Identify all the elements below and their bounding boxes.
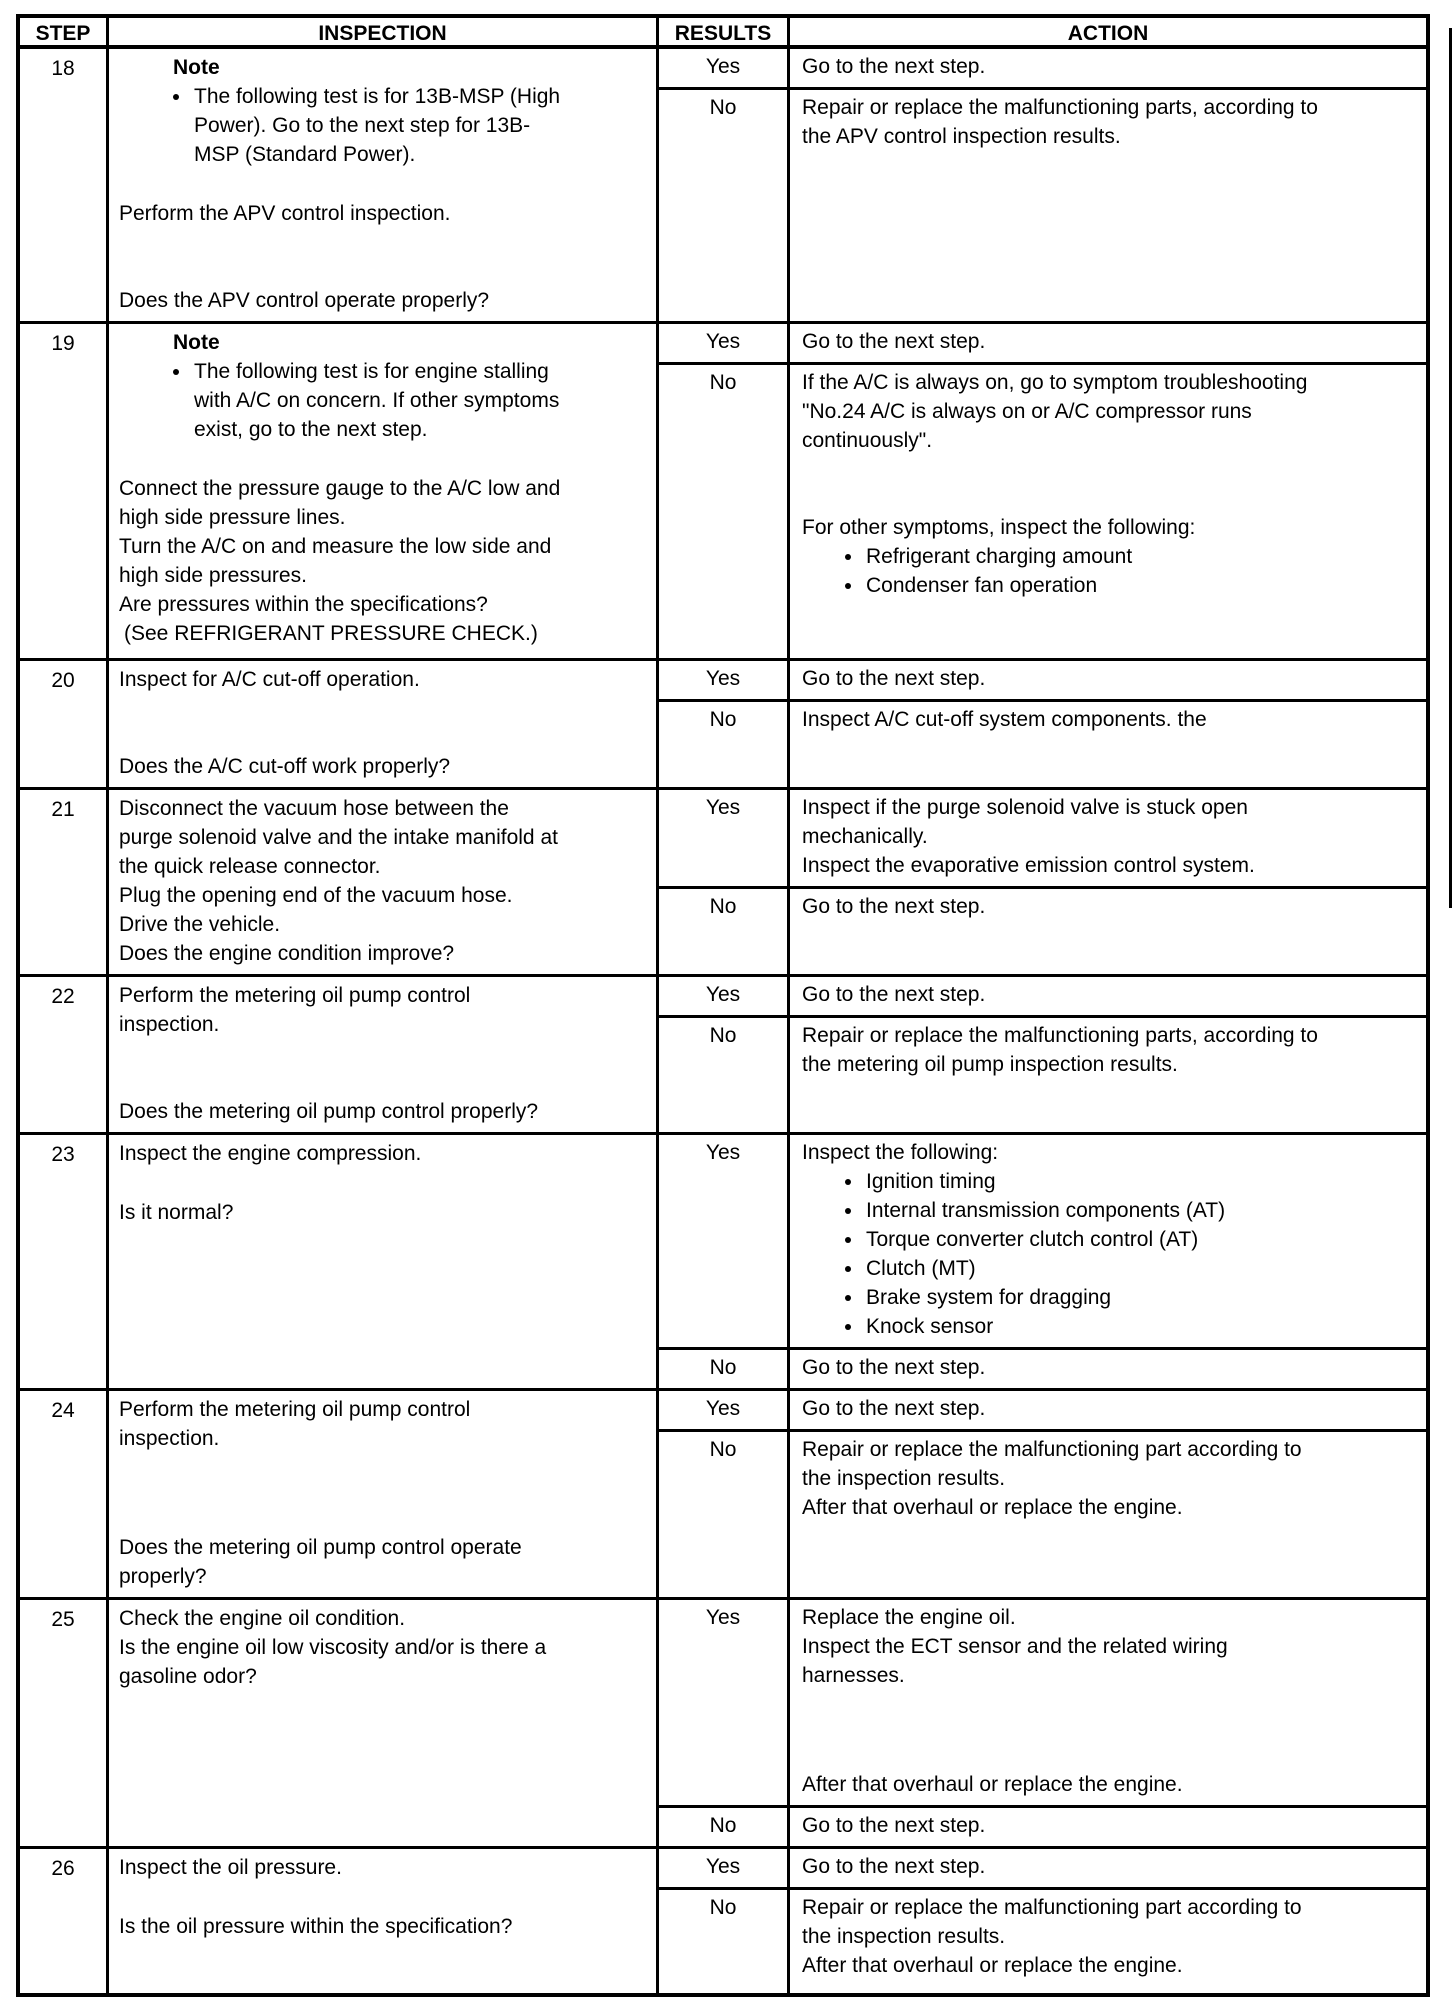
action-list <box>802 542 1326 600</box>
action-list-item: • Brake system for dragging <box>864 1283 1326 1312</box>
inspection-question: Does the A/C cut-off work properly? <box>119 755 451 778</box>
step-cell: 26 <box>20 1849 109 1993</box>
outcome-yes <box>659 790 1426 886</box>
result-cell: No <box>659 365 790 658</box>
inspection-question: Is the oil pressure within the specification? <box>119 1915 513 1938</box>
column-header-action: ACTION <box>1067 22 1149 45</box>
outcome-yes <box>659 977 1426 1015</box>
result-cell: Yes <box>659 977 790 1015</box>
action-cell <box>790 1018 1426 1132</box>
action-text: For other symptoms, inspect the following: <box>802 516 1196 539</box>
step-cell: 24 <box>20 1391 109 1597</box>
action-list-item: • Clutch (MT) <box>864 1254 1326 1283</box>
action-text: Repair or replace the malfunctioning parts, according to the metering oil pump inspection results. <box>802 1024 1318 1076</box>
outcome-no <box>659 1015 1426 1132</box>
inspection-question: Does the metering oil pump control operate properly? <box>119 1536 522 1588</box>
action-text: Inspect the following: <box>802 1141 999 1164</box>
action-list <box>802 1167 1326 1341</box>
inspection-text: Plug the opening end of the vacuum hose. <box>119 884 513 907</box>
note-label: Note <box>173 331 220 354</box>
action-text: Repair or replace the malfunctioning part according to the inspection results. <box>802 1438 1302 1490</box>
table-row <box>20 1132 1426 1388</box>
outcome-yes <box>659 661 1426 699</box>
table-row <box>20 658 1426 787</box>
note-item: • The following test is for 13B-MSP (High Power). Go to the next step for 13B-MSP (Standard Power). <box>192 82 561 169</box>
step-cell: 21 <box>20 790 109 974</box>
inspection-cell <box>109 1600 659 1846</box>
inspection-cell <box>109 324 659 658</box>
note-item: • The following test is for engine stalling with A/C on concern. If other symptoms exist, go to the next step. <box>192 357 561 444</box>
action-text: Inspect the ECT sensor and the related wiring harnesses. <box>802 1635 1228 1687</box>
action-text: Go to the next step. <box>802 895 986 918</box>
action-text: Go to the next step. <box>802 1356 986 1379</box>
note-list <box>119 357 561 444</box>
inspection-question: Are pressures within the specifications? <box>119 593 488 616</box>
inspection-question: Does the metering oil pump control properly? <box>119 1100 539 1123</box>
inspection-text: Connect the pressure gauge to the A/C low and high side pressure lines. <box>119 477 561 529</box>
action-list-item: • Knock sensor <box>864 1312 1326 1341</box>
table-header-row <box>20 18 1426 49</box>
action-cell <box>790 49 1426 87</box>
result-cell: Yes <box>659 1849 790 1887</box>
outcome-no <box>659 1887 1426 1993</box>
action-list-item: • Torque converter clutch control (AT) <box>864 1225 1326 1254</box>
step-cell: 20 <box>20 661 109 787</box>
action-cell <box>790 1350 1426 1388</box>
column-header-results: RESULTS <box>659 18 790 45</box>
action-cell <box>790 324 1426 362</box>
action-text: Go to the next step. <box>802 1397 986 1420</box>
result-cell: Yes <box>659 49 790 87</box>
outcome-yes <box>659 49 1426 87</box>
table-row <box>20 974 1426 1132</box>
action-text: After that overhaul or replace the engine. <box>802 1773 1183 1796</box>
step-cell: 25 <box>20 1600 109 1846</box>
inspection-cell <box>109 49 659 321</box>
action-text: Repair or replace the malfunctioning part according to the inspection results. <box>802 1896 1302 1948</box>
action-list-item: • Condenser fan operation <box>864 571 1326 600</box>
action-cell <box>790 1849 1426 1887</box>
step-cell: 23 <box>20 1135 109 1388</box>
action-cell <box>790 889 1426 974</box>
inspection-text: Check the engine oil condition. <box>119 1607 406 1630</box>
inspection-cell <box>109 790 659 974</box>
results-action-group <box>659 661 1426 787</box>
action-text: Inspect A/C cut-off system components. the <box>802 708 1207 731</box>
action-text: Replace the engine oil. <box>802 1606 1016 1629</box>
action-text: Go to the next step. <box>802 1814 986 1837</box>
outcome-yes <box>659 324 1426 362</box>
result-cell: Yes <box>659 324 790 362</box>
column-header-step: STEP <box>20 18 109 45</box>
action-text: Inspect if the purge solenoid valve is stuck open mechanically. <box>802 796 1248 848</box>
action-cell <box>790 1890 1426 1993</box>
outcome-no <box>659 1805 1426 1846</box>
results-action-group <box>659 1135 1426 1388</box>
action-cell <box>790 790 1426 886</box>
result-cell: Yes <box>659 1135 790 1347</box>
outcome-no <box>659 1429 1426 1597</box>
step-cell: 18 <box>20 49 109 321</box>
result-cell: No <box>659 1808 790 1846</box>
action-cell <box>790 1432 1426 1597</box>
result-cell: No <box>659 889 790 974</box>
inspection-text: Drive the vehicle. <box>119 913 281 936</box>
inspection-text: Turn the A/C on and measure the low side and high side pressures. <box>119 535 552 587</box>
inspection-cell <box>109 977 659 1132</box>
action-cell <box>790 90 1426 321</box>
table-row <box>20 787 1426 974</box>
outcome-no <box>659 886 1426 974</box>
inspection-question: Does the engine condition improve? <box>119 942 455 965</box>
action-list-item: • Refrigerant charging amount <box>864 542 1326 571</box>
result-cell: No <box>659 90 790 321</box>
action-text: If the A/C is always on, go to symptom troubleshooting "No.24 A/C is always on or A/C compressor runs continuously". <box>802 371 1308 452</box>
table-row <box>20 1388 1426 1597</box>
result-cell: Yes <box>659 1391 790 1429</box>
action-cell <box>790 661 1426 699</box>
outcome-yes <box>659 1849 1426 1887</box>
outcome-no <box>659 1347 1426 1388</box>
inspection-text: Perform the metering oil pump control inspection. <box>119 984 471 1036</box>
inspection-text: Disconnect the vacuum hose between the purge solenoid valve and the intake manifold at the quick release connector. <box>119 797 558 878</box>
inspection-question: Does the APV control operate properly? <box>119 289 490 312</box>
action-text: Inspect the evaporative emission control system. <box>802 854 1255 877</box>
outcome-no <box>659 362 1426 658</box>
inspection-question: Is it normal? <box>119 1201 234 1224</box>
table-row <box>20 1846 1426 1993</box>
action-list-item: • Ignition timing <box>864 1167 1326 1196</box>
result-cell: No <box>659 1890 790 1993</box>
action-cell <box>790 702 1426 787</box>
result-cell: Yes <box>659 661 790 699</box>
result-cell: No <box>659 1432 790 1597</box>
results-action-group <box>659 324 1426 658</box>
inspection-cell <box>109 661 659 787</box>
column-header-inspection: INSPECTION <box>109 18 659 45</box>
result-cell: Yes <box>659 790 790 886</box>
result-cell: Yes <box>659 1600 790 1805</box>
action-cell <box>790 365 1426 658</box>
action-text: Go to the next step. <box>802 1855 986 1878</box>
results-action-group <box>659 790 1426 974</box>
outcome-yes <box>659 1135 1426 1347</box>
action-cell <box>790 977 1426 1015</box>
inspection-text: Inspect for A/C cut-off operation. <box>119 668 420 691</box>
result-cell: No <box>659 1018 790 1132</box>
action-text: Repair or replace the malfunctioning parts, according to the APV control inspection results. <box>802 96 1318 148</box>
step-cell: 22 <box>20 977 109 1132</box>
outcome-yes <box>659 1600 1426 1805</box>
note-label: Note <box>173 56 220 79</box>
result-cell: No <box>659 1350 790 1388</box>
action-cell <box>790 1135 1426 1347</box>
results-action-group <box>659 49 1426 321</box>
outcome-yes <box>659 1391 1426 1429</box>
action-cell <box>790 1391 1426 1429</box>
outcome-no <box>659 87 1426 321</box>
scan-edge-artifact <box>1449 28 1452 908</box>
inspection-text: Inspect the oil pressure. <box>119 1856 342 1879</box>
inspection-cell <box>109 1849 659 1993</box>
table-row <box>20 1597 1426 1846</box>
table-row <box>20 321 1426 658</box>
inspection-reference: (See REFRIGERANT PRESSURE CHECK.) <box>124 622 538 645</box>
results-action-group <box>659 1391 1426 1597</box>
inspection-text: Perform the APV control inspection. <box>119 202 451 225</box>
action-text: Go to the next step. <box>802 983 986 1006</box>
step-cell: 19 <box>20 324 109 658</box>
outcome-no <box>659 699 1426 787</box>
note-list <box>119 82 561 169</box>
action-cell <box>790 1808 1426 1846</box>
table-row <box>20 49 1426 321</box>
troubleshooting-table <box>16 14 1430 1997</box>
action-list-item: • Internal transmission components (AT) <box>864 1196 1326 1225</box>
inspection-cell <box>109 1391 659 1597</box>
action-text: Go to the next step. <box>802 667 986 690</box>
action-text: Go to the next step. <box>802 55 986 78</box>
inspection-text: Perform the metering oil pump control inspection. <box>119 1398 471 1450</box>
inspection-question: Is the engine oil low viscosity and/or is there a gasoline odor? <box>119 1636 547 1688</box>
results-action-group <box>659 977 1426 1132</box>
result-cell: No <box>659 702 790 787</box>
action-text: After that overhaul or replace the engine. <box>802 1496 1183 1519</box>
inspection-cell <box>109 1135 659 1388</box>
action-cell <box>790 1600 1426 1805</box>
results-action-group <box>659 1849 1426 1993</box>
inspection-text: Inspect the engine compression. <box>119 1142 422 1165</box>
action-text: After that overhaul or replace the engine. <box>802 1954 1183 1977</box>
results-action-group <box>659 1600 1426 1846</box>
action-text: Go to the next step. <box>802 330 986 353</box>
